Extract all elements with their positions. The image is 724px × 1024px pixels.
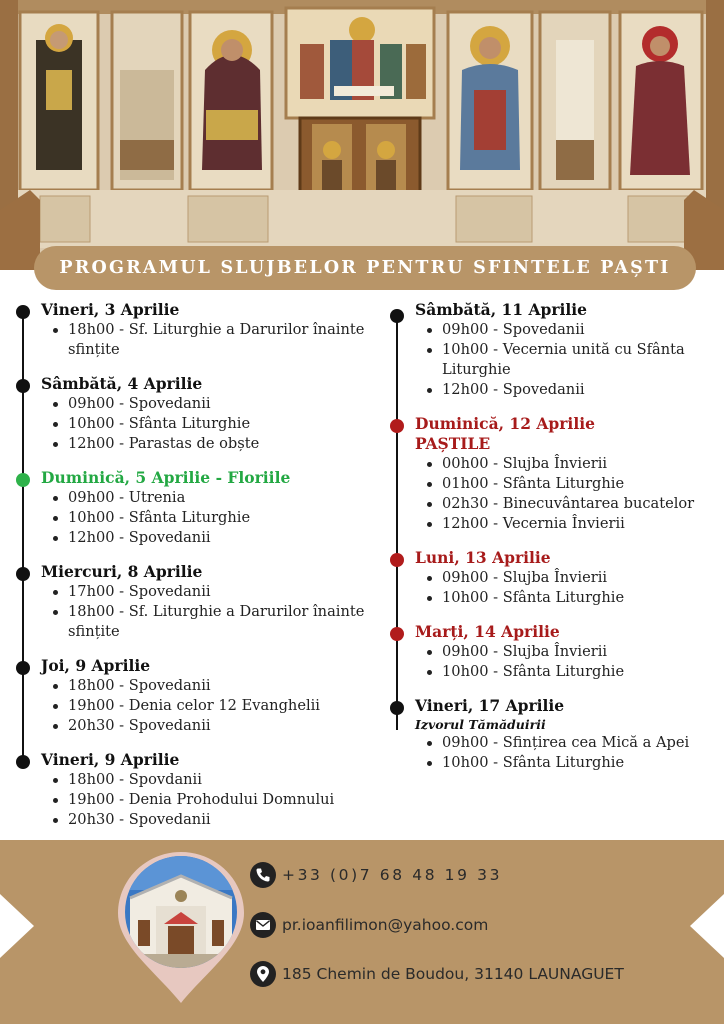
- service-item: 09h00 - Spovedanii: [41, 394, 386, 414]
- church-photo-pin: [116, 850, 246, 1005]
- timeline-dot: [16, 379, 30, 393]
- service-list: [415, 642, 724, 682]
- service-list: [41, 320, 386, 360]
- timeline-dot: [390, 701, 404, 715]
- service-item: 01h00 - Sfânta Liturghie: [415, 474, 724, 494]
- service-item: 09h00 - Slujba Învierii: [415, 568, 724, 588]
- service-item: 10h00 - Sfânta Liturghie: [41, 414, 386, 434]
- service-item: 00h00 - Slujba Învierii: [415, 454, 724, 474]
- service-item: 10h00 - Sfânta Liturghie: [415, 753, 724, 773]
- service-item: 09h00 - Utrenia: [41, 488, 386, 508]
- day-title-feast: Duminică, 12 Aprilie: [415, 414, 595, 433]
- service-item: 10h00 - Sfânta Liturghie: [415, 588, 724, 608]
- timeline-dot: [390, 627, 404, 641]
- timeline-dot: [16, 473, 30, 487]
- service-list: [41, 488, 386, 548]
- church-building-image: [116, 850, 246, 980]
- service-item: 19h00 - Denia Prohodului Domnului: [41, 790, 386, 810]
- page-title: PROGRAMUL SLUJBELOR PENTRU SFINTELE PAȘTI: [59, 258, 671, 278]
- service-item: 09h00 - Slujba Învierii: [415, 642, 724, 662]
- service-item: 17h00 - Spovedanii: [41, 582, 386, 602]
- service-list: [415, 320, 724, 400]
- day-title: Joi, 9 Aprilie: [41, 656, 151, 675]
- service-item: 12h00 - Parastas de obște: [41, 434, 386, 454]
- day-title-feast: Duminică, 5 Aprilie - Floriile: [41, 468, 291, 487]
- contact-phone: [250, 862, 502, 888]
- service-item: 12h00 - Spovedanii: [41, 528, 386, 548]
- service-item: 02h30 - Binecuvântarea bucatelor: [415, 494, 724, 514]
- service-item: 18h00 - Sf. Liturghie a Darurilor înainte sfințite: [41, 602, 386, 642]
- day-title: Sâmbătă, 11 Aprilie: [415, 300, 588, 319]
- service-item: 19h00 - Denia celor 12 Evanghelii: [41, 696, 386, 716]
- service-list: [415, 454, 724, 534]
- footer-notch-left: [0, 894, 34, 958]
- day-title: Vineri, 17 Aprilie: [415, 696, 565, 715]
- title-banner: [34, 246, 696, 290]
- day-block: [16, 656, 386, 736]
- contact-email: [250, 912, 488, 938]
- service-item: 09h00 - Spovedanii: [415, 320, 724, 340]
- day-block: [390, 414, 724, 534]
- service-list: [415, 733, 724, 773]
- day-title: Sâmbătă, 4 Aprilie: [41, 374, 203, 393]
- day-title: Vineri, 9 Aprilie: [41, 750, 180, 769]
- day-block: [390, 548, 724, 608]
- footer-notch-right: [690, 894, 724, 958]
- iconostasis-photo: [0, 0, 724, 270]
- day-title-feast: Marți, 14 Aprilie: [415, 622, 560, 641]
- day-title: Vineri, 3 Aprilie: [41, 300, 180, 319]
- phone-icon: [250, 862, 276, 888]
- day-title-feast: Luni, 13 Aprilie: [415, 548, 551, 567]
- service-item: 12h00 - Spovedanii: [415, 380, 724, 400]
- service-list: [41, 394, 386, 454]
- timeline-dot: [390, 309, 404, 323]
- service-item: 18h00 - Spovdanii: [41, 770, 386, 790]
- service-item: 10h00 - Sfânta Liturghie: [41, 508, 386, 528]
- service-item: 20h30 - Spovedanii: [41, 716, 386, 736]
- phone-number: +33 (0)7 68 48 19 33: [282, 866, 503, 884]
- contact-address: [250, 961, 624, 987]
- timeline-dot: [390, 419, 404, 433]
- day-title: Miercuri, 8 Aprilie: [41, 562, 203, 581]
- service-item: 20h30 - Spovedanii: [41, 810, 386, 830]
- timeline-dot: [16, 567, 30, 581]
- feast-name: PAȘTILE: [415, 434, 491, 453]
- service-list: [41, 676, 386, 736]
- day-block: [16, 468, 386, 548]
- timeline-dot: [16, 305, 30, 319]
- envelope-icon: [250, 912, 276, 938]
- day-block: [16, 562, 386, 642]
- timeline-dot: [16, 755, 30, 769]
- schedule-right-column: [390, 300, 724, 787]
- timeline-dot: [390, 553, 404, 567]
- service-item: 10h00 - Vecernia unită cu Sfânta Liturghie: [415, 340, 724, 380]
- email-address: pr.ioanfilimon@yahoo.com: [282, 916, 489, 934]
- service-list: [41, 582, 386, 642]
- service-item: 18h00 - Spovedanii: [41, 676, 386, 696]
- service-list: [41, 770, 386, 830]
- day-block: [16, 300, 386, 360]
- service-item: 10h00 - Sfânta Liturghie: [415, 662, 724, 682]
- map-pin-icon: [250, 961, 276, 987]
- service-list: [415, 568, 724, 608]
- day-block: [16, 374, 386, 454]
- timeline-dot: [16, 661, 30, 675]
- day-subtitle: Izvorul Tămăduirii: [415, 717, 546, 732]
- day-block: [16, 750, 386, 830]
- service-item: 09h00 - Sfințirea cea Mică a Apei: [415, 733, 724, 753]
- day-block: [390, 622, 724, 682]
- day-block: [390, 300, 724, 400]
- day-block: [390, 696, 724, 773]
- schedule-left-column: [16, 300, 386, 844]
- service-item: 18h00 - Sf. Liturghie a Darurilor înainte sfințite: [41, 320, 386, 360]
- iconostasis-illustration: [0, 0, 724, 270]
- service-item: 12h00 - Vecernia Învierii: [415, 514, 724, 534]
- postal-address: 185 Chemin de Boudou, 31140 LAUNAGUET: [282, 965, 624, 983]
